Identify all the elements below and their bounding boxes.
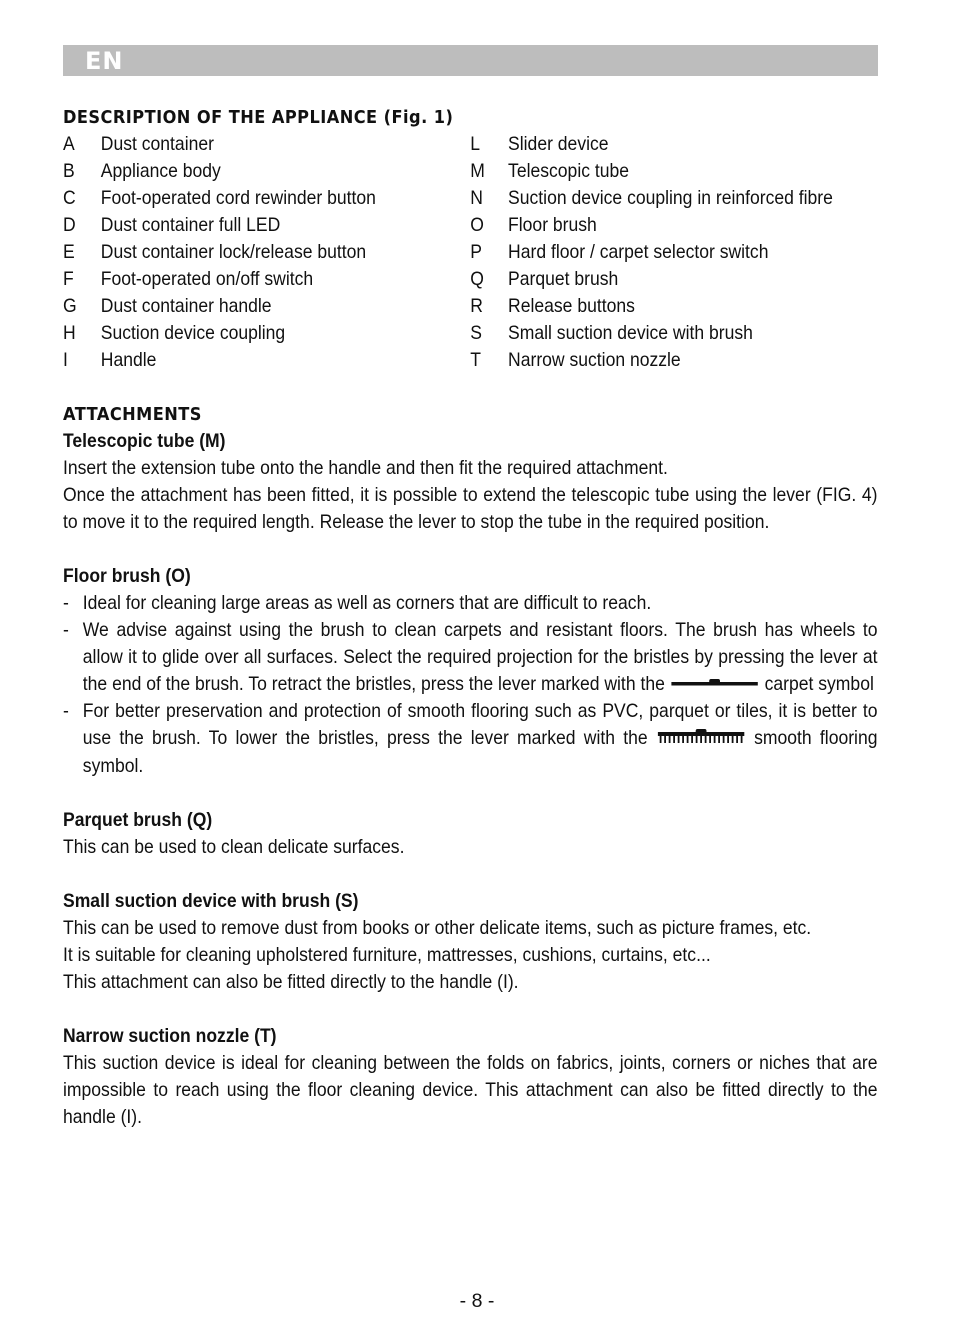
narrow-nozzle-text: This suction device is ideal for cleaning between the folds on fabrics, joints, corners or niches that are impossible to reach using the floor cleaning device. This attachment can also be fitted directly to the handle (I). [63, 1051, 878, 1128]
part-key: T [470, 349, 481, 371]
parts-list-item [470, 158, 877, 185]
attachments-heading: ATTACHMENTS [63, 404, 202, 425]
parts-list-item [470, 266, 877, 293]
part-label: Floor brush [508, 214, 597, 236]
parts-list-item [63, 158, 470, 185]
parts-list-item [470, 131, 877, 158]
list-item: - Ideal for cleaning large areas as well as corners that are difficult to reach. [63, 592, 652, 614]
part-label: Suction device coupling [100, 322, 286, 344]
parts-list-item [63, 347, 470, 374]
part-key: B [63, 160, 75, 182]
part-label: Hard floor / carpet selector switch [508, 241, 769, 263]
part-key: P [470, 241, 482, 263]
floor-brush-list [63, 590, 878, 780]
part-label: Narrow suction nozzle [508, 349, 681, 371]
part-label: Suction device coupling in reinforced fibre [508, 187, 833, 209]
telescopic-title: Telescopic tube (M) [63, 430, 226, 452]
language-header-bar [63, 45, 878, 76]
part-key: L [470, 133, 481, 155]
narrow-nozzle-title: Narrow suction nozzle (T) [63, 1024, 277, 1047]
parts-list-item [63, 212, 470, 239]
list-item: - We advise against using the brush to clean carpets and resistant floors. The brush has wheels to allow it to glide over all surfaces. Select the required projection for the bristles by pressing the lever at the end of the brush. To retract the bristles, press the lever marked with the carpet symbol [63, 617, 878, 698]
part-label: Dust container lock/release button [100, 241, 367, 263]
list-item: - For better preservation and protection of smooth flooring such as PVC, parquet or tiles, it is better to use the brush. To lower the bristles, press the lever marked with the smooth flooring symbol. [63, 700, 878, 777]
part-label: Parquet brush [508, 268, 619, 290]
parts-list-right [470, 131, 877, 374]
part-key: H [63, 322, 76, 344]
parts-list-item [470, 293, 877, 320]
parts-list-item [63, 293, 470, 320]
parts-list-item [470, 185, 877, 212]
parts-list-left [63, 131, 470, 374]
part-label: Release buttons [508, 295, 635, 317]
part-key: S [470, 322, 482, 344]
page-number: - 8 - [459, 1290, 495, 1312]
parts-list-item [470, 239, 877, 266]
parquet-title: Parquet brush (Q) [63, 808, 213, 831]
parts-list-item [470, 347, 877, 374]
parts-list-item [63, 131, 470, 158]
description-heading: DESCRIPTION OF THE APPLIANCE (Fig. 1) [63, 107, 454, 128]
part-label: Dust container handle [100, 295, 272, 317]
parts-list-item [470, 320, 877, 347]
part-label: Slider device [508, 133, 609, 155]
floor-brush-title: Floor brush (O) [63, 565, 191, 587]
parts-list [63, 131, 878, 374]
part-key: D [63, 214, 76, 236]
telescopic-text-1: Insert the extension tube onto the handle and then fit the required attachment. [63, 457, 668, 479]
smooth-floor-symbol-icon [656, 726, 746, 753]
small-suction-title: Small suction device with brush (S) [63, 889, 359, 912]
telescopic-text-2: Once the attachment has been fitted, it is possible to extend the telescopic tube using the lever (FIG. 4) to move it to the required length. Release the lever to stop the tube in the required position. [63, 484, 878, 533]
part-key: M [470, 160, 485, 182]
part-label: Handle [100, 349, 157, 371]
part-label: Small suction device with brush [508, 322, 753, 344]
part-key: G [63, 295, 77, 317]
part-label: Foot-operated on/off switch [100, 268, 314, 290]
small-suction-text-3: This attachment can also be fitted directly to the handle (I). [63, 970, 519, 993]
parts-list-item [63, 185, 470, 212]
parts-list-item [63, 239, 470, 266]
part-key: C [63, 187, 76, 209]
part-label: Dust container full LED [100, 214, 281, 236]
part-key: A [63, 133, 75, 155]
part-key: R [470, 295, 483, 317]
part-label: Appliance body [100, 160, 221, 182]
part-key: N [470, 187, 483, 209]
language-code: EN [85, 47, 124, 75]
part-key: I [63, 349, 68, 371]
parts-list-item [63, 320, 470, 347]
part-key: F [63, 268, 74, 290]
parts-list-item [470, 212, 877, 239]
part-label: Dust container [100, 133, 214, 155]
part-key: Q [470, 268, 484, 290]
page-content [63, 104, 878, 1131]
small-suction-text-2: It is suitable for cleaning upholstered furniture, mattresses, cushions, curtains, etc... [63, 943, 711, 966]
small-suction-text-1: This can be used to remove dust from books or other delicate items, such as picture frames, etc. [63, 916, 812, 939]
parquet-text: This can be used to clean delicate surfaces. [63, 835, 405, 858]
parts-list-item [63, 266, 470, 293]
carpet-symbol-icon [670, 671, 760, 698]
part-key: E [63, 241, 75, 263]
part-label: Foot-operated cord rewinder button [100, 187, 376, 209]
part-key: O [470, 214, 484, 236]
part-label: Telescopic tube [508, 160, 630, 182]
